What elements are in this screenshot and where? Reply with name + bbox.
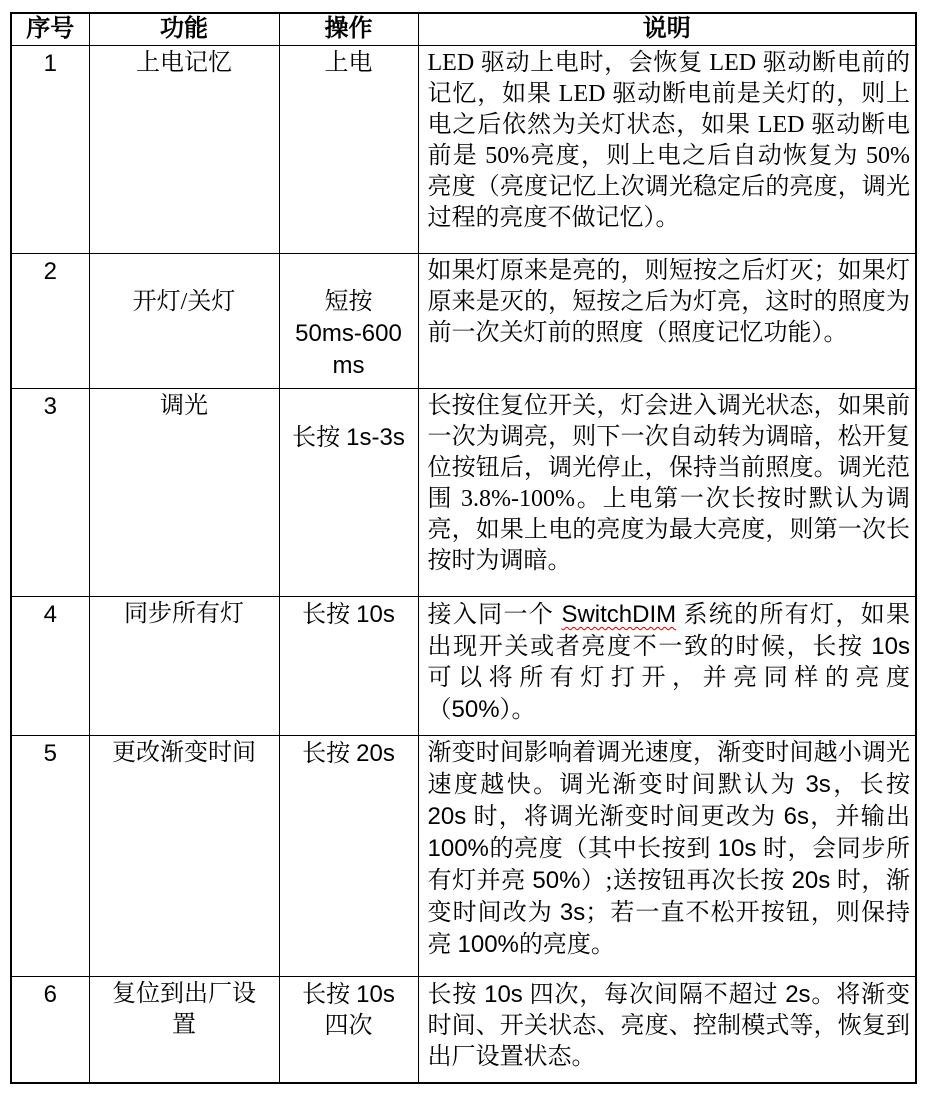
operation-cell: 长按 10s xyxy=(279,597,418,736)
table-row xyxy=(11,977,916,1083)
table-body xyxy=(11,46,916,1083)
function-table xyxy=(10,12,917,1084)
row-number-cell: 6 xyxy=(11,977,89,1083)
operation-cell: 长按 20s xyxy=(279,736,418,977)
table-row xyxy=(11,46,916,254)
description-cell: 长按住复位开关，灯会进入调光状态，如果前一次为调亮，则下一次自动转为调暗，松开复位按钮后，调光停止，保持当前照度。调光范围 3.8%-100%。上电第一次长按时默认为调亮，如果上电的亮度为最大亮度，则第一次长按时为调暗。 xyxy=(418,389,916,597)
header-cell-no: 序号 xyxy=(11,13,89,46)
row-number-cell: 1 xyxy=(11,46,89,254)
function-cell: 复位到出厂设 置 xyxy=(89,977,279,1083)
description-cell: LED 驱动上电时，会恢复 LED 驱动断电前的记忆，如果 LED 驱动断电前是关灯的，则上电之后依然为关灯状态，如果 LED 驱动断电前是 50%亮度，则上电之后自动恢复为 50% 亮度（亮度记忆上次调光稳定后的亮度，调光过程的亮度不做记忆）。 xyxy=(418,46,916,254)
operation-cell: 长按 1s-3s xyxy=(279,389,418,597)
function-cell: 开灯/关灯 xyxy=(89,254,279,389)
function-cell: 上电记忆 xyxy=(89,46,279,254)
row-number-cell: 2 xyxy=(11,254,89,389)
row-number-cell: 4 xyxy=(11,597,89,736)
table-row xyxy=(11,736,916,977)
table-row xyxy=(11,597,916,736)
operation-cell: 短按 50ms-600 ms xyxy=(279,254,418,389)
table-row xyxy=(11,389,916,597)
function-cell: 调光 xyxy=(89,389,279,597)
row-number-cell: 3 xyxy=(11,389,89,597)
function-cell: 更改渐变时间 xyxy=(89,736,279,977)
description-cell: 长按 10s 四次，每次间隔不超过 2s。将渐变时间、开关状态、亮度、控制模式等，恢复到出厂设置状态。 xyxy=(418,977,916,1083)
header-row xyxy=(11,13,916,46)
operation-cell: 上电 xyxy=(279,46,418,254)
row-number-cell: 5 xyxy=(11,736,89,977)
header-cell-op: 操作 xyxy=(279,13,418,46)
description-cell: 接入同一个 SwitchDIM 系统的所有灯，如果出现开关或者亮度不一致的时候，长按 10s 可以将所有灯打开，并亮同样的亮度（50%）。 xyxy=(418,597,916,736)
description-cell: 如果灯原来是亮的，则短按之后灯灭；如果灯原来是灭的，短按之后为灯亮，这时的照度为前一次关灯前的照度（照度记忆功能）。 xyxy=(418,254,916,389)
document-page xyxy=(10,12,915,1084)
table-row xyxy=(11,254,916,389)
table-header xyxy=(11,13,916,46)
operation-cell: 长按 10s 四次 xyxy=(279,977,418,1083)
header-cell-desc: 说明 xyxy=(418,13,916,46)
description-cell: 渐变时间影响着调光速度，渐变时间越小调光速度越快。调光渐变时间默认为 3s，长按 20s 时，将调光渐变时间更改为 6s，并输出 100%的亮度（其中长按到 10s 时，会同步所有灯并亮 50%）;送按钮再次长按 20s 时，渐变时间改为 3s；若一直不松开按钮，则保持亮 100%的亮度。 xyxy=(418,736,916,977)
header-cell-func: 功能 xyxy=(89,13,279,46)
function-cell: 同步所有灯 xyxy=(89,597,279,736)
